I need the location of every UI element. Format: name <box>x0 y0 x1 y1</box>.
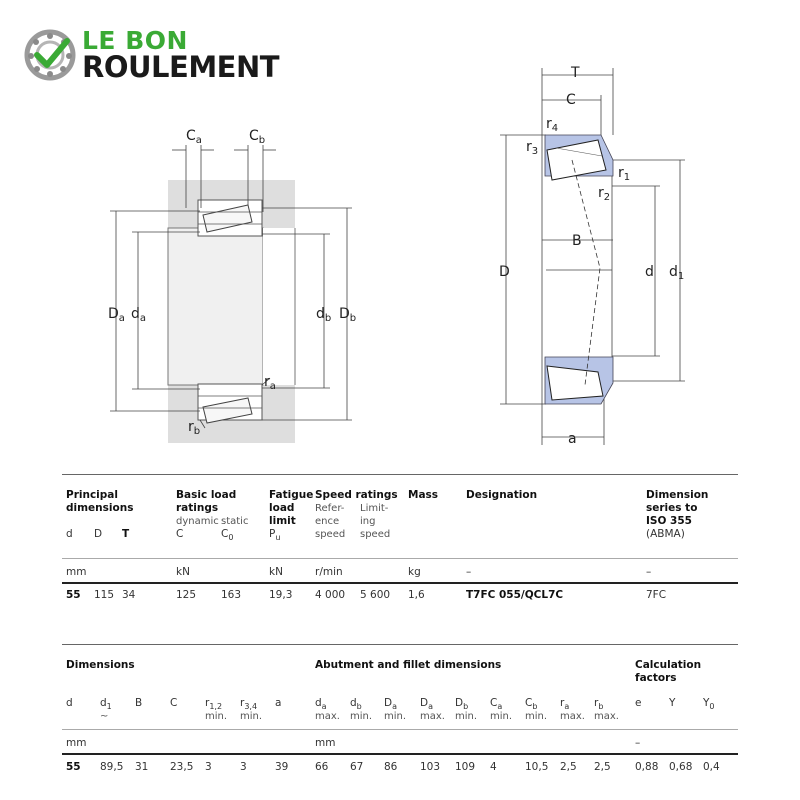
t2-col-header: d <box>66 697 73 709</box>
t1-row-C: 125 <box>176 589 197 601</box>
t1-u-dash2: – <box>646 566 652 578</box>
t2-col-note: min. <box>455 711 478 722</box>
t1-u-kN2: kN <box>269 566 283 578</box>
t1-h-speed2: speed <box>360 529 391 540</box>
bearing-section-diagram <box>490 62 700 452</box>
t2-col-note: min. <box>525 711 548 722</box>
t2-col-header: B <box>135 697 143 709</box>
t1-u-kg: kg <box>408 566 421 578</box>
t2-col-header: $C_b$ <box>525 697 538 712</box>
t1-row-C0: 163 <box>221 589 242 601</box>
t1-u-kN: kN <box>176 566 190 578</box>
label-r2: $r_2$ <box>598 185 611 203</box>
t2-col-header: $D_a$ <box>384 697 397 712</box>
t2-col-note: min. <box>384 711 407 722</box>
t2-col-header: $d_a$ <box>315 697 327 712</box>
t2-h-dimensions: Dimensions <box>66 659 135 671</box>
t2-col-note: min. <box>490 711 513 722</box>
t1-h-limit: limit <box>269 515 296 527</box>
t2-col-header: $r_b$ <box>594 697 604 712</box>
label-rb: $r_b$ <box>188 419 201 437</box>
t1-u-mm: mm <box>66 566 87 578</box>
t2-col-note: max. <box>315 711 340 722</box>
t1-h-C: C <box>176 528 184 540</box>
t2-col-note: min. <box>350 711 373 722</box>
t1-row-series: 7FC <box>646 589 667 601</box>
t2-cell: 67 <box>350 761 364 773</box>
t1-row-T: 34 <box>122 589 136 601</box>
label-a: a <box>568 431 577 447</box>
t2-u-mm2: mm <box>315 737 336 749</box>
t1-h-principal: Principal <box>66 489 118 501</box>
t1-h-dimensions: dimensions <box>66 502 134 514</box>
t2-cell: 66 <box>315 761 329 773</box>
t2-col-header: C <box>170 697 178 709</box>
t1-row-ref: 4 000 <box>315 589 346 601</box>
table2-row-rule <box>62 753 738 755</box>
t2-col-header: $D_b$ <box>455 697 469 712</box>
label-d: d <box>645 264 654 280</box>
t2-col-header: $Y_0$ <box>703 697 715 712</box>
t2-cell: 86 <box>384 761 398 773</box>
table1-row-rule <box>62 582 738 584</box>
t1-u-rmin: r/min <box>315 566 343 578</box>
label-cb: $C_b$ <box>249 128 266 146</box>
t2-cell: 55 <box>66 761 81 773</box>
t1-h-refer: Refer- <box>315 503 345 514</box>
t1-h-static: static <box>221 516 249 527</box>
label-r3: $r_3$ <box>526 139 539 157</box>
label-C: C <box>566 92 576 108</box>
t2-col-header: $d_1$ <box>100 697 112 712</box>
t1-row-mass: 1,6 <box>408 589 425 601</box>
t1-h-D: D <box>94 528 103 540</box>
t1-h-ratings: ratings <box>176 502 219 514</box>
t1-row-lim: 5 600 <box>360 589 391 601</box>
label-ra: $r_a$ <box>264 374 276 392</box>
t1-h-series: series to <box>646 502 698 514</box>
logo-text-line1: LE BON <box>82 26 188 55</box>
t1-h-limit2: Limit- <box>360 503 389 514</box>
t2-col-header: a <box>275 697 282 709</box>
label-Da: $D_a$ <box>108 306 125 324</box>
table2-mid-rule <box>62 729 738 730</box>
t2-cell: 0,4 <box>703 761 720 773</box>
t2-cell: 3 <box>240 761 247 773</box>
t1-h-ing: ing <box>360 516 376 527</box>
t2-col-header: $r_{3,4}$ <box>240 697 258 712</box>
label-Db: $D_b$ <box>339 306 357 324</box>
logo-text-line2: ROULEMENT <box>82 50 280 84</box>
t1-h-speed1: speed <box>315 529 346 540</box>
t1-h-mass: Mass <box>408 489 439 501</box>
label-r1: $r_1$ <box>618 165 631 183</box>
t1-h-load: load <box>269 502 295 514</box>
t2-u-dash: – <box>635 737 641 749</box>
t1-h-designation: Designation <box>466 489 538 501</box>
t2-h-abutment: Abutment and fillet dimensions <box>315 659 502 671</box>
t2-col-note: min. <box>205 711 228 722</box>
t1-h-C0: $C_0$ <box>221 528 234 543</box>
t2-cell: 10,5 <box>525 761 549 773</box>
label-d1: $d_1$ <box>669 264 685 282</box>
t1-h-Pu: $P_u$ <box>269 528 281 543</box>
t2-cell: 2,5 <box>560 761 577 773</box>
t2-cell: 23,5 <box>170 761 194 773</box>
t2-cell: 0,88 <box>635 761 659 773</box>
label-T: T <box>571 65 580 81</box>
t2-col-header: $D_a$ <box>420 697 433 712</box>
t1-h-dimser: Dimension <box>646 489 709 501</box>
t1-h-abma: (ABMA) <box>646 528 685 540</box>
t2-cell: 39 <box>275 761 289 773</box>
label-r4: $r_4$ <box>546 116 559 134</box>
t1-h-dynamic: dynamic <box>176 516 219 527</box>
t1-h-T: T <box>122 528 130 540</box>
t2-cell: 3 <box>205 761 212 773</box>
t2-col-header: $d_b$ <box>350 697 362 712</box>
label-db: $d_b$ <box>316 306 332 324</box>
t1-h-basic: Basic load <box>176 489 237 501</box>
t1-u-dash1: – <box>466 566 472 578</box>
t2-h-factors: factors <box>635 672 677 684</box>
t2-u-mm1: mm <box>66 737 87 749</box>
t2-cell: 0,68 <box>669 761 693 773</box>
label-D: D <box>499 264 510 280</box>
t2-col-header: $r_{1,2}$ <box>205 697 223 712</box>
t1-row-Pu: 19,3 <box>269 589 293 601</box>
t2-h-calc: Calculation <box>635 659 702 671</box>
logo-bearing-icon <box>24 29 76 81</box>
t2-col-note: max. <box>420 711 445 722</box>
table1-mid-rule <box>62 558 738 559</box>
t1-h-speed: Speed ratings <box>315 489 398 501</box>
abutment-diagram <box>100 118 370 448</box>
t2-col-header: e <box>635 697 642 709</box>
t2-cell: 2,5 <box>594 761 611 773</box>
table2-top-rule <box>62 644 738 645</box>
t2-cell: 109 <box>455 761 476 773</box>
table1-top-rule <box>62 474 738 475</box>
t1-h-ence: ence <box>315 516 340 527</box>
t1-h-fatigue: Fatigue <box>269 489 314 501</box>
t2-cell: 89,5 <box>100 761 124 773</box>
t2-col-note: max. <box>594 711 619 722</box>
t1-h-d: d <box>66 528 73 540</box>
t2-col-note: ~ <box>100 711 109 722</box>
t2-col-header: Y <box>669 697 676 709</box>
t2-cell: 103 <box>420 761 441 773</box>
t2-cell: 4 <box>490 761 497 773</box>
t1-row-designation: T7FC 055/QCL7C <box>466 589 564 601</box>
label-da: $d_a$ <box>131 306 147 324</box>
label-B: B <box>572 233 582 249</box>
t1-row-D: 115 <box>94 589 115 601</box>
t2-col-note: max. <box>560 711 585 722</box>
t2-col-header: $r_a$ <box>560 697 570 712</box>
t1-h-iso: ISO 355 <box>646 515 692 527</box>
label-ca: $C_a$ <box>186 128 202 146</box>
t2-col-header: $C_a$ <box>490 697 503 712</box>
t1-row-d: 55 <box>66 589 81 601</box>
t2-cell: 31 <box>135 761 149 773</box>
t2-col-note: min. <box>240 711 263 722</box>
